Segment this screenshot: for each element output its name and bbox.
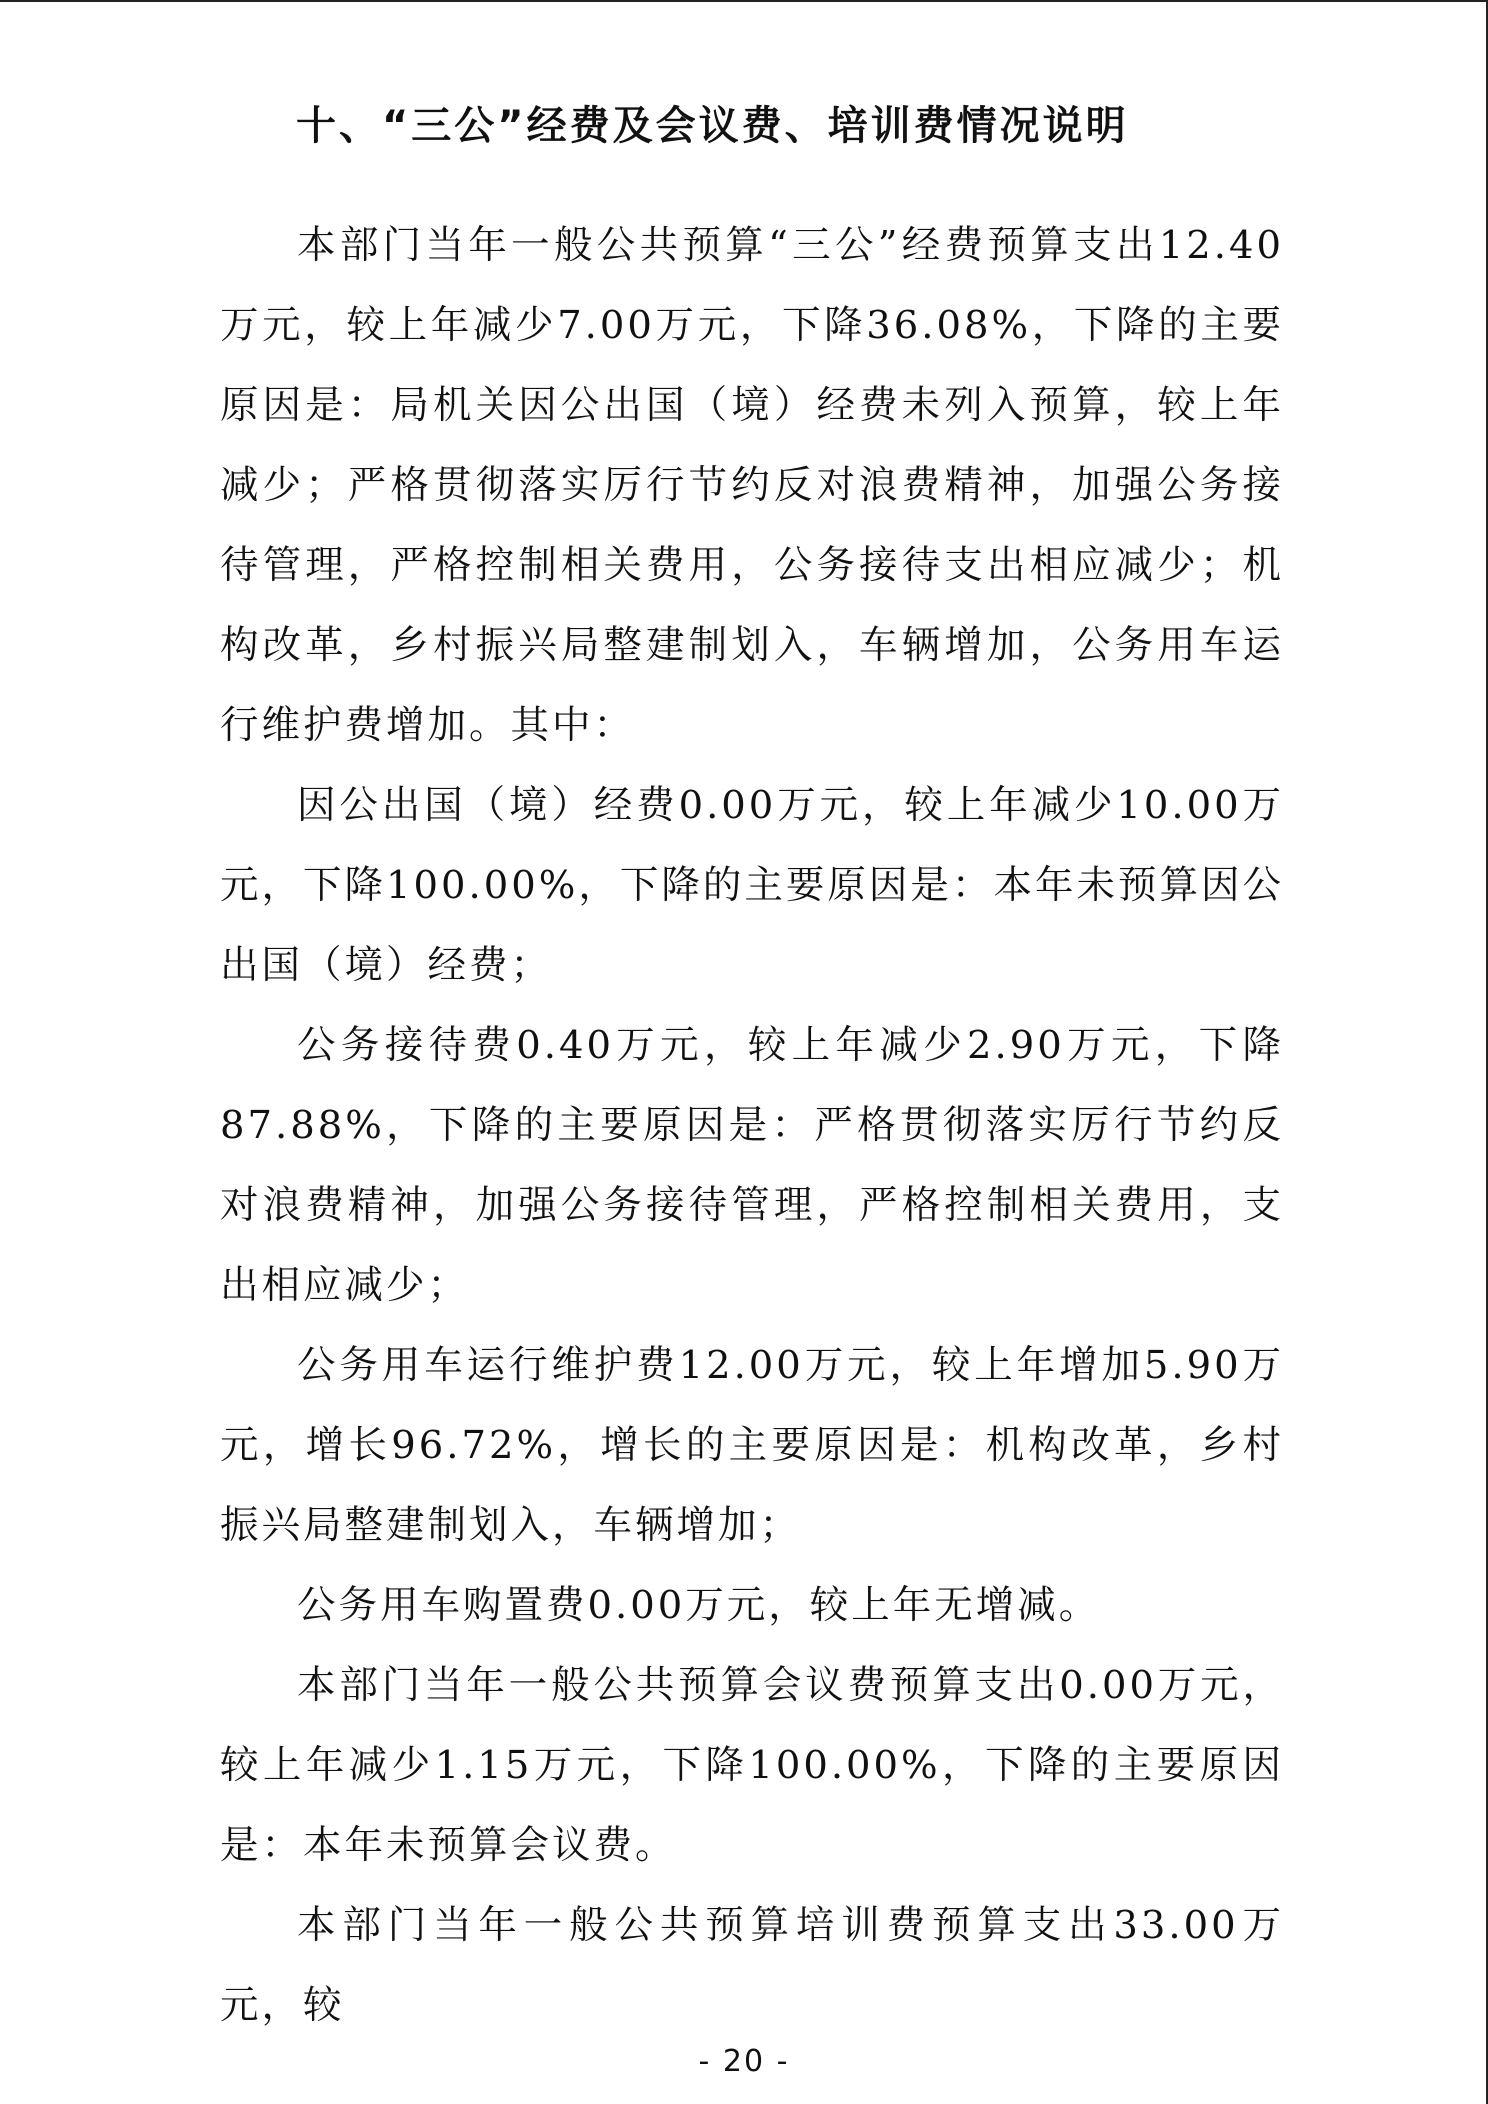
- paragraph-official-reception: 公务接待费0.40万元，较上年减少2.90万元，下降87.88%，下降的主要原因是：严格贯彻落实厉行节约反对浪费精神，加强公务接待管理，严格控制相关费用，支出相应减少；: [220, 1023, 1284, 1308]
- paragraph-meeting-fee: 本部门当年一般公共预算会议费预算支出0.00万元，较上年减少1.15万元，下降100.00%，下降的主要原因是：本年未预算会议费。: [220, 1663, 1284, 1868]
- paragraph-vehicle-maintenance: 公务用车运行维护费12.00万元，较上年增加5.90万元，增长96.72%，增长的主要原因是：机构改革，乡村振兴局整建制划入，车辆增加；: [220, 1343, 1284, 1548]
- paragraph-training-fee: 本部门当年一般公共预算培训费预算支出33.00万元，较: [220, 1903, 1284, 2028]
- page-number: - 20 -: [698, 2044, 790, 2079]
- paragraph-overseas-travel: 因公出国（境）经费0.00万元，较上年减少10.00万元，下降100.00%，下降的主要原因是：本年未预算因公出国（境）经费；: [220, 783, 1284, 988]
- section-title: 十、“三公”经费及会议费、培训费情况说明: [296, 103, 1129, 149]
- paragraph-vehicle-purchase: 公务用车购置费0.00万元，较上年无增减。: [297, 1583, 1101, 1628]
- document-body: [220, 206, 1284, 2046]
- paragraph-overview: 本部门当年一般公共预算“三公”经费预算支出12.40万元，较上年减少7.00万元，下降36.08%，下降的主要原因是：局机关因公出国（境）经费未列入预算，较上年减少；严格贯彻落实厉行节约反对浪费精神，加强公务接待管理，严格控制相关费用，公务接待支出相应减少；机构改革，乡村振兴局整建制划入，车辆增加，公务用车运行维护费增加。其中：: [220, 223, 1284, 748]
